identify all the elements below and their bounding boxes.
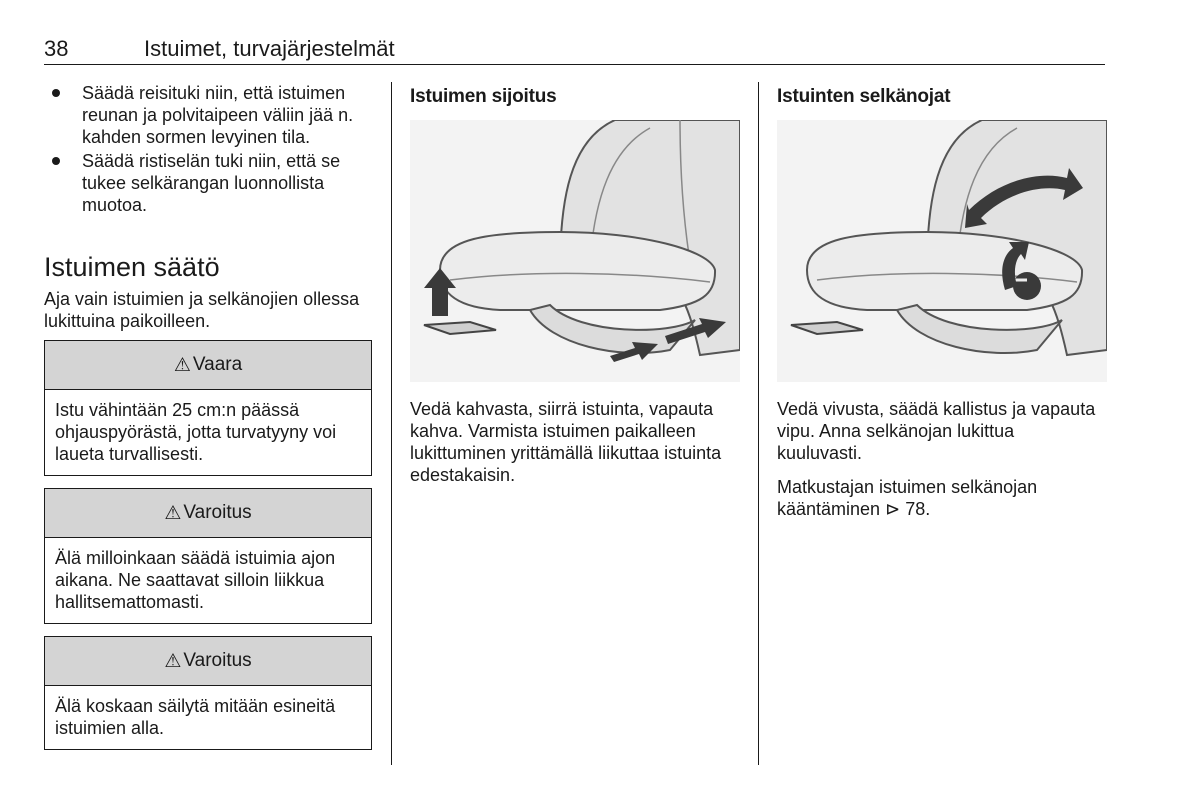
warning-title: Vaara	[192, 354, 243, 375]
seat-position-illustration	[410, 120, 740, 382]
warning-box-danger	[44, 340, 372, 476]
page-number: 38	[44, 36, 69, 61]
bullet-icon	[52, 157, 60, 165]
warning-text: Istu vähintään 25 cm:n päässä ohjauspyörästä, jotta turvatyyny voi laueta turvallisesti.	[55, 400, 337, 464]
xref-page[interactable]: 78.	[905, 499, 931, 519]
warning-title: Varoitus	[183, 650, 252, 671]
bullet-list	[44, 82, 374, 216]
section-heading: Istuimen säätö	[44, 252, 220, 282]
page-header	[44, 34, 1105, 65]
backrest-illustration	[777, 120, 1107, 382]
warning-box-caution	[44, 488, 372, 624]
xref-text: Matkustajan istuimen selkänojan kääntäminen	[777, 477, 1038, 519]
running-title: Istuimet, turvajärjestelmät	[144, 36, 395, 61]
warning-text: Älä milloinkaan säädä istuimia ajon aikana. Ne saattavat silloin liikkua hallitsemattomasti.	[55, 548, 336, 612]
seat-slide-icon	[410, 120, 740, 382]
warning-box-caution	[44, 636, 372, 750]
warning-header	[45, 637, 371, 686]
column-divider	[391, 82, 392, 765]
warning-triangle-icon: ⚠	[164, 502, 182, 524]
warning-triangle-icon: ⚠	[173, 354, 191, 376]
instruction-text: Vedä kahvasta, siirrä istuinta, vapauta kahva. Varmista istuimen paikalleen lukittuminen yrittämällä liikuttaa istuinta edestakaisin.	[410, 399, 722, 485]
warning-header	[45, 341, 371, 390]
list-item: Säädä ristiselän tuki niin, että se tukee selkärangan luonnollista muotoa.	[44, 150, 374, 216]
warning-header	[45, 489, 371, 538]
bullet-icon	[52, 89, 60, 97]
backrest-recline-icon	[777, 120, 1107, 382]
warning-title: Varoitus	[183, 502, 252, 523]
subsection-heading: Istuimen sijoitus	[410, 86, 557, 107]
subsection-heading: Istuinten selkänojat	[777, 86, 951, 107]
column-left	[44, 82, 374, 738]
instruction-text: Vedä vivusta, säädä kallistus ja vapauta vipu. Anna selkänojan lukittua kuuluvasti.	[777, 399, 1096, 463]
list-item: Säädä reisituki niin, että istuimen reunan ja polvitaipeen väliin jää n. kahden sormen levyinen tila.	[44, 82, 374, 148]
intro-text: Aja vain istuimien ja selkänojien ollessa lukittuina paikoilleen.	[44, 289, 360, 331]
page-ref-arrow-icon: ⊳	[885, 499, 901, 519]
column-divider	[758, 82, 759, 765]
warning-triangle-icon: ⚠	[164, 650, 182, 672]
warning-text: Älä koskaan säilytä mitään esineitä istuimien alla.	[55, 696, 336, 738]
cross-reference	[777, 476, 1103, 520]
